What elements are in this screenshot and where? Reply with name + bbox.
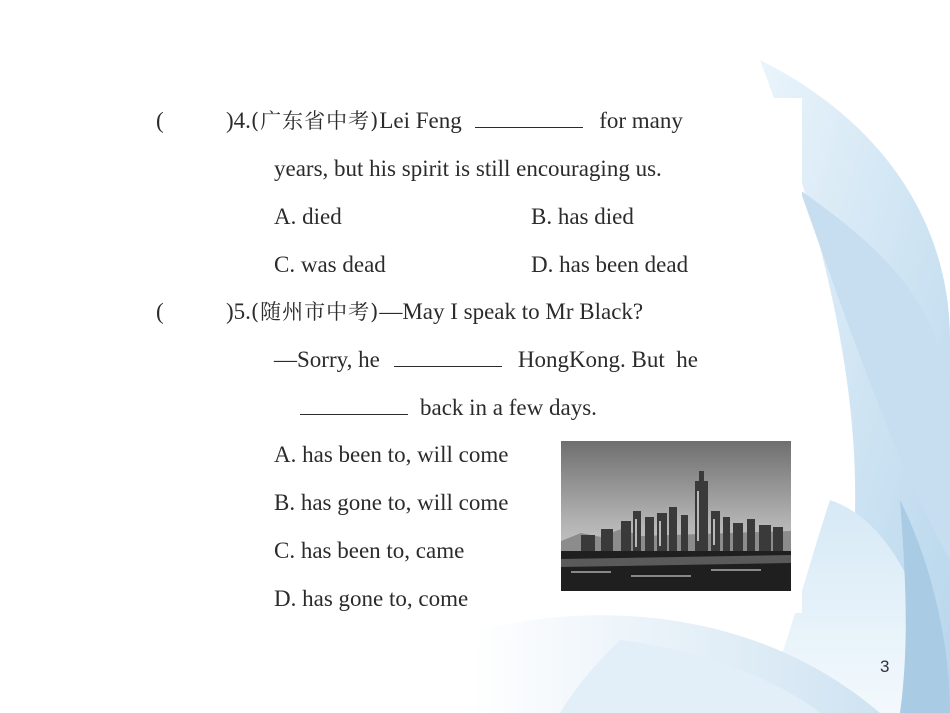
q4-option-b[interactable]: B. has died: [531, 204, 634, 229]
q4-option-c[interactable]: C. was dead: [274, 252, 386, 277]
q5-option-c[interactable]: C. has been to, came: [274, 538, 465, 563]
q4-text-post: for many: [599, 108, 683, 133]
q5-answer-paren[interactable]: (: [156, 299, 164, 324]
q5-option-b[interactable]: B. has gone to, will come: [274, 490, 509, 515]
q5-number: )5.: [226, 299, 251, 324]
q4-blank: [475, 109, 583, 128]
q5-source: (随州市中考): [250, 300, 380, 324]
q5-dialogue-3: back in a few days.: [420, 395, 597, 420]
q4-answer-paren[interactable]: (: [156, 108, 164, 133]
q4-stem-line2: years, but his spirit is still encouraging us.: [274, 156, 662, 181]
q5-stem-line2: [274, 346, 698, 374]
q5-dialogue-2-post: HongKong. But he: [517, 347, 698, 372]
q5-dialogue-2-pre: —Sorry, he: [274, 347, 380, 372]
q4-source: (广东省中考): [250, 109, 380, 133]
q4-option-d[interactable]: D. has been dead: [531, 252, 689, 277]
q5-stem-line1: [226, 298, 643, 326]
q4-number: )4.: [226, 108, 251, 133]
q4-stem-line1: [226, 107, 683, 135]
q5-blank-1: [394, 348, 502, 367]
page-number: 3: [880, 657, 890, 676]
q4-option-a[interactable]: A. died: [274, 204, 342, 229]
hongkong-skyline-photo: [561, 441, 791, 591]
q4-text-pre: Lei Feng: [379, 108, 462, 133]
q5-stem-line3: [300, 394, 597, 422]
q5-blank-2: [300, 396, 408, 415]
q5-option-d[interactable]: D. has gone to, come: [274, 586, 469, 611]
q5-option-a[interactable]: A. has been to, will come: [274, 442, 509, 467]
q5-dialogue-1: —May I speak to Mr Black?: [379, 299, 644, 324]
